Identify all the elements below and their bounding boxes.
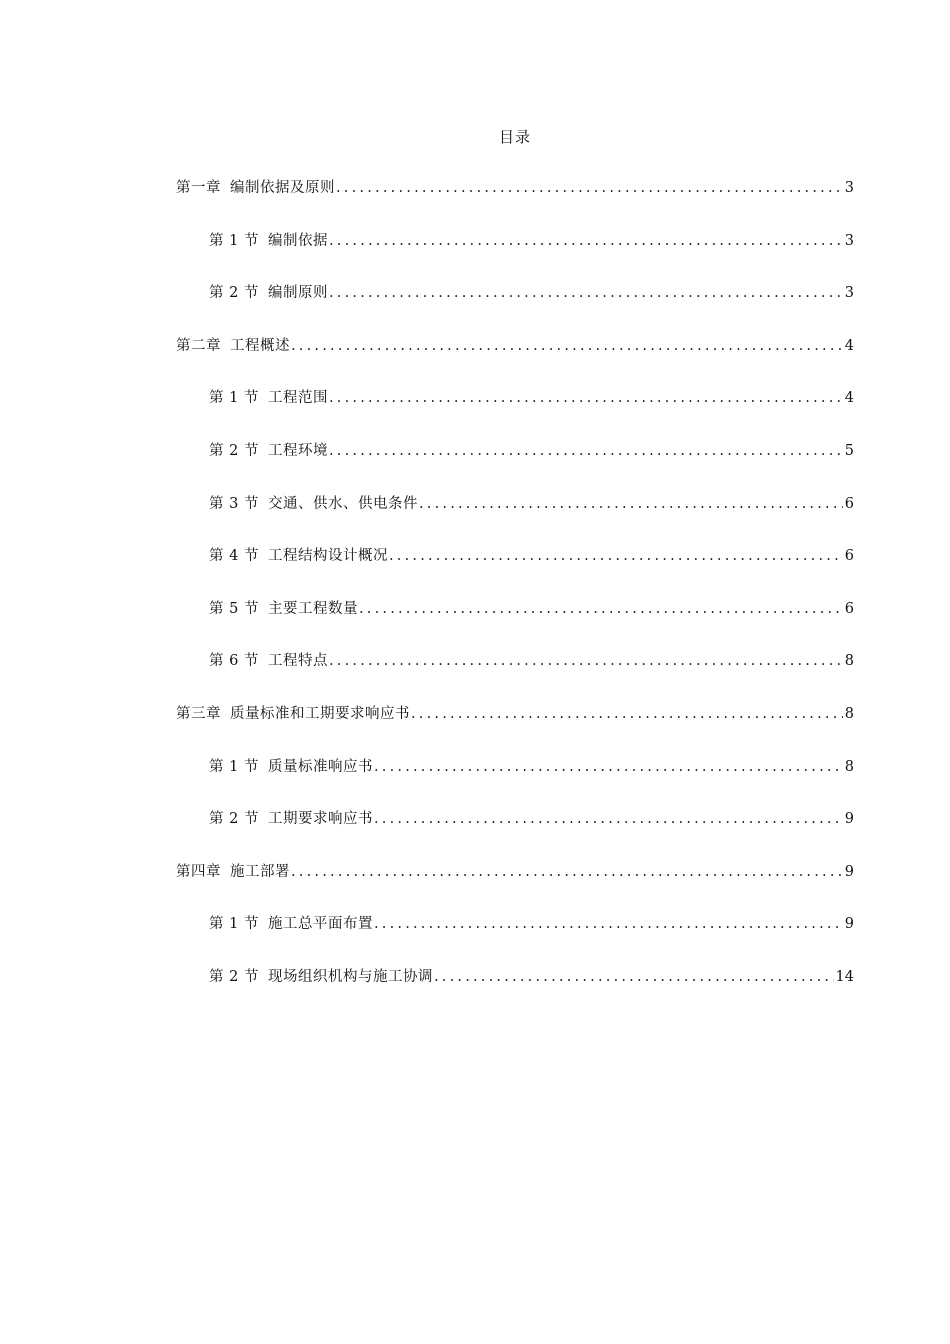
entry-title: 现场组织机构与施工协调 bbox=[267, 968, 433, 985]
toc-entry-section[interactable] bbox=[176, 231, 854, 284]
entry-page-number: 9 bbox=[844, 863, 854, 880]
entry-number: 第 2 节 bbox=[209, 285, 259, 302]
entry-title: 工程特点 bbox=[267, 653, 328, 670]
entry-number: 第四章 bbox=[176, 863, 221, 880]
dot-leader bbox=[329, 388, 843, 408]
dot-leader bbox=[374, 757, 843, 777]
entry-number: 第 3 节 bbox=[209, 495, 259, 512]
entry-title: 交通、供水、供电条件 bbox=[267, 495, 418, 512]
entry-number: 第 1 节 bbox=[209, 390, 259, 407]
entry-number: 第 1 节 bbox=[209, 758, 259, 775]
entry-page-number: 3 bbox=[844, 285, 854, 302]
toc-entry-chapter-2[interactable] bbox=[176, 336, 854, 389]
toc-entry-chapter-1[interactable] bbox=[176, 178, 854, 231]
dot-leader bbox=[291, 336, 843, 356]
toc-entry-section[interactable] bbox=[176, 599, 854, 652]
entry-title: 工期要求响应书 bbox=[267, 811, 373, 828]
dot-leader bbox=[336, 178, 843, 198]
entry-title: 质量标准响应书 bbox=[267, 758, 373, 775]
entry-number: 第 6 节 bbox=[209, 653, 259, 670]
toc-title: 目录 bbox=[498, 128, 531, 146]
entry-page-number: 14 bbox=[835, 968, 854, 985]
toc-entry-section[interactable] bbox=[176, 494, 854, 547]
entry-page-number: 5 bbox=[844, 442, 854, 459]
entry-page-number: 9 bbox=[844, 811, 854, 828]
toc-entry-section[interactable] bbox=[176, 441, 854, 494]
entry-page-number: 4 bbox=[844, 337, 854, 354]
dot-leader bbox=[329, 441, 843, 461]
dot-leader bbox=[374, 809, 843, 829]
entry-number: 第 2 节 bbox=[209, 442, 259, 459]
dot-leader bbox=[434, 967, 834, 987]
entry-number: 第 1 节 bbox=[209, 232, 259, 249]
entry-page-number: 3 bbox=[844, 180, 854, 196]
entry-title: 编制原则 bbox=[267, 285, 328, 302]
entry-page-number: 4 bbox=[844, 390, 854, 407]
entry-page-number: 8 bbox=[844, 705, 854, 722]
entry-number: 第三章 bbox=[176, 705, 221, 722]
dot-leader bbox=[329, 283, 843, 303]
entry-page-number: 9 bbox=[844, 916, 854, 933]
entry-title: 质量标准和工期要求响应书 bbox=[230, 705, 410, 722]
toc-entry-chapter-3[interactable] bbox=[176, 704, 854, 757]
dot-leader bbox=[419, 494, 843, 514]
toc-entry-chapter-4[interactable] bbox=[176, 862, 854, 915]
entry-title: 编制依据 bbox=[267, 232, 328, 249]
dot-leader bbox=[329, 231, 843, 251]
entry-title: 工程概述 bbox=[230, 337, 290, 354]
dot-leader bbox=[389, 546, 843, 566]
entry-title: 工程范围 bbox=[267, 390, 328, 407]
entry-title: 施工总平面布置 bbox=[267, 916, 373, 933]
entry-page-number: 6 bbox=[844, 600, 854, 617]
entry-title: 工程结构设计概况 bbox=[267, 548, 388, 565]
toc-entry-section[interactable] bbox=[176, 283, 854, 336]
dot-leader bbox=[374, 914, 843, 934]
entry-page-number: 6 bbox=[844, 495, 854, 512]
entry-page-number: 8 bbox=[844, 758, 854, 775]
entry-page-number: 6 bbox=[844, 548, 854, 565]
entry-number: 第 4 节 bbox=[209, 548, 259, 565]
entry-number: 第 2 节 bbox=[209, 968, 259, 985]
toc-entry-section[interactable] bbox=[176, 757, 854, 810]
entry-title: 主要工程数量 bbox=[267, 600, 358, 617]
entry-page-number: 3 bbox=[844, 232, 854, 249]
toc-entry-section[interactable] bbox=[176, 388, 854, 441]
entry-number: 第 5 节 bbox=[209, 600, 259, 617]
entry-number: 第一章 bbox=[176, 180, 221, 196]
toc-entry-section[interactable] bbox=[176, 546, 854, 599]
dot-leader bbox=[329, 651, 843, 671]
entry-page-number: 8 bbox=[844, 653, 854, 670]
dot-leader bbox=[291, 862, 843, 882]
toc-entry-section[interactable] bbox=[176, 651, 854, 704]
entry-title: 工程环境 bbox=[267, 442, 328, 459]
entry-number: 第 2 节 bbox=[209, 811, 259, 828]
toc-entry-section[interactable] bbox=[176, 809, 854, 862]
toc-entry-section[interactable] bbox=[176, 967, 854, 1020]
toc-entry-section[interactable] bbox=[176, 914, 854, 967]
dot-leader bbox=[411, 704, 843, 724]
dot-leader bbox=[359, 599, 843, 619]
table-of-contents bbox=[176, 178, 854, 1020]
entry-number: 第二章 bbox=[176, 337, 221, 354]
entry-title: 施工部署 bbox=[230, 863, 290, 880]
entry-title: 编制依据及原则 bbox=[230, 180, 335, 196]
entry-number: 第 1 节 bbox=[209, 916, 259, 933]
